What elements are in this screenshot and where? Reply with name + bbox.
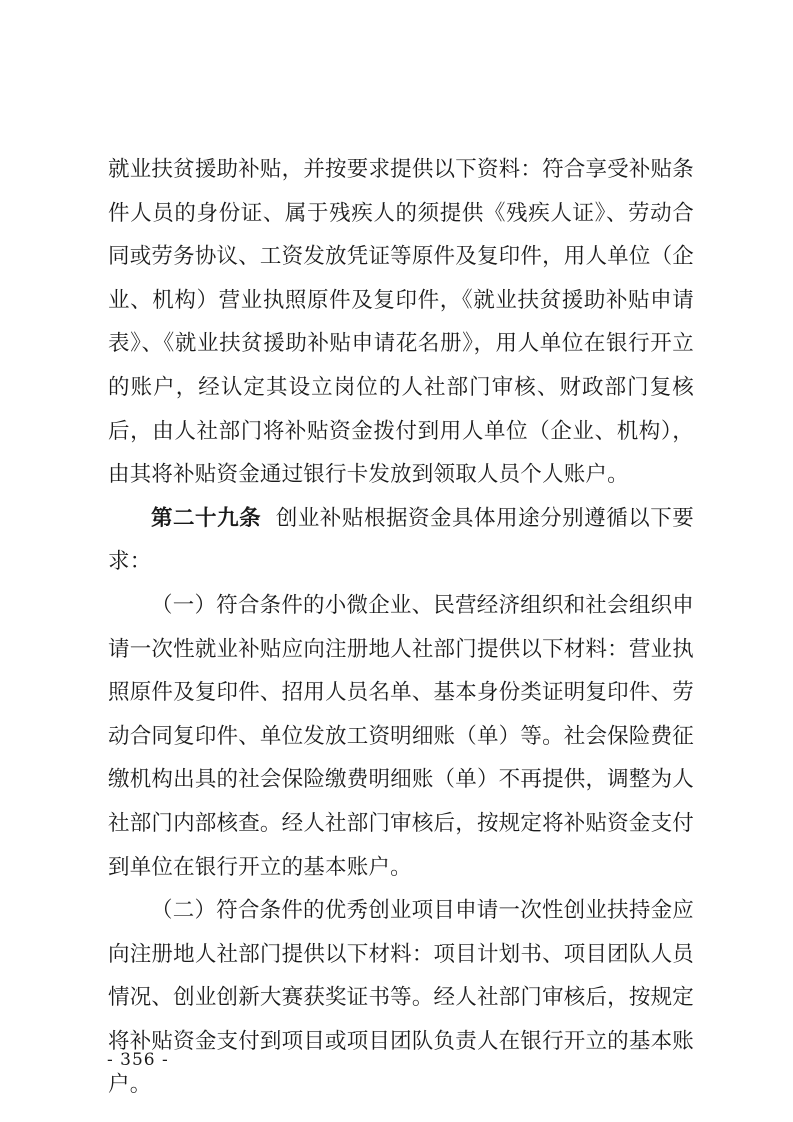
paragraph-item-1: （一）符合条件的小微企业、民营经济组织和社会组织申请一次性就业补贴应向注册地人社部门提供以下材料：营业执照原件及复印件、招用人员名单、基本身份类证明复印件、劳动合同复印件、单位发放工资明细账（单）等。社会保险费征缴机构出具的社会保险缴费明细账（单）不再提供，调整为人社部门内部核查。经人社部门审核后，按规定将补贴资金支付到单位在银行开立的基本账户。 bbox=[108, 592, 694, 880]
paragraph-item-2: （二）符合条件的优秀创业项目申请一次性创业扶持金应向注册地人社部门提供以下材料：项目计划书、项目团队人员情况、创业创新大赛获奖证书等。经人社部门审核后，按规定将补贴资金支付到项目或项目团队负责人在银行开立的基本账户。 bbox=[108, 898, 694, 1098]
article-text: 创业补贴根据资金具体用途分别遵循以下要求： bbox=[108, 505, 694, 575]
article-heading: 第二十九条 bbox=[151, 505, 262, 531]
page-number: - 356 - bbox=[107, 1050, 169, 1070]
document-body bbox=[108, 148, 694, 1107]
paragraph-continuation: 就业扶贫援助补贴，并按要求提供以下资料：符合享受补贴条件人员的身份证、属于残疾人的须提供《残疾人证》、劳动合同或劳务协议、工资发放凭证等原件及复印件，用人单位（企业、机构）营业执照原件及复印件，《就业扶贫援助补贴申请表》、《就业扶贫援助补贴申请花名册》，用人单位在银行开立的账户，经认定其设立岗位的人社部门审核、财政部门复核后，由人社部门将补贴资金拨付到用人单位（企业、机构），由其将补贴资金通过银行卡发放到领取人员个人账户。 bbox=[108, 157, 694, 488]
paragraph-article-29 bbox=[108, 497, 694, 584]
